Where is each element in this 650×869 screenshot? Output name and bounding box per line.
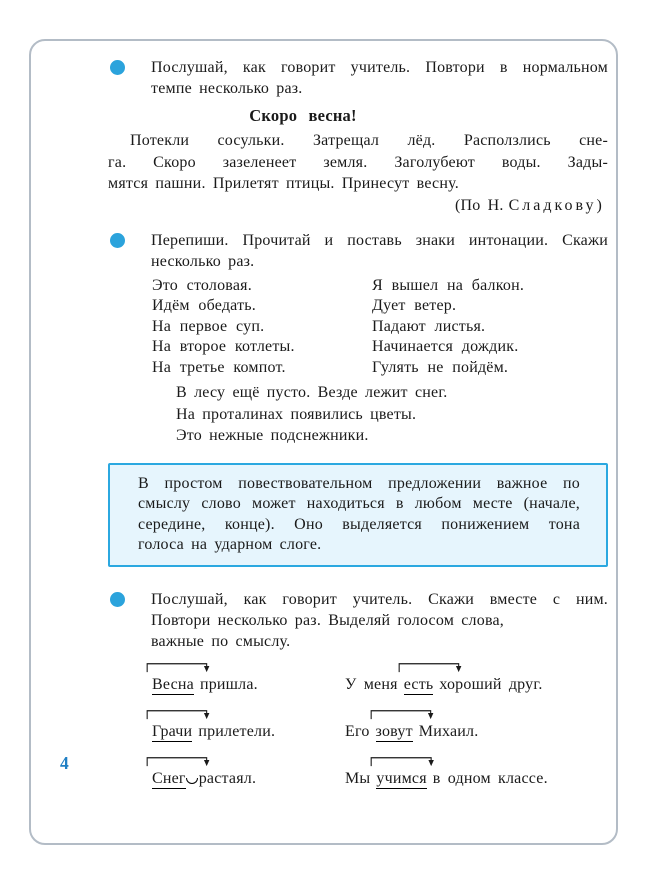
sentence-item: На второе котлеты. bbox=[152, 338, 295, 355]
sentence-item: Идём обедать. bbox=[152, 297, 256, 314]
exercise-bullet-icon bbox=[110, 592, 125, 607]
attribution-prefix: (По Н. bbox=[454, 196, 504, 214]
sentence-item: Это нежные подснежники. bbox=[176, 427, 369, 444]
tone-arrow-icon bbox=[398, 660, 468, 673]
sentence-item: Падают листья. bbox=[372, 317, 486, 335]
tone-arrow-icon bbox=[146, 754, 216, 767]
attribution-suffix: ) bbox=[596, 196, 602, 214]
story-line: мятся пашни. Прилетят птицы. Принесут весну. bbox=[108, 175, 459, 192]
exercise-3-instruction bbox=[151, 589, 608, 652]
marked-sentence-row bbox=[152, 658, 608, 695]
sentence-columns bbox=[152, 276, 608, 379]
sentence-item: Это столовая. bbox=[152, 276, 252, 294]
sentence-item: Гулять не пойдём. bbox=[372, 358, 509, 376]
sentence-item: На проталинах появились цветы. bbox=[176, 405, 417, 423]
stressed-word: Грачи bbox=[152, 721, 192, 742]
instruction-line: важные по смыслу. bbox=[151, 632, 291, 650]
marked-sentence-row bbox=[152, 705, 608, 742]
undertie-icon bbox=[186, 778, 198, 784]
page-number: 4 bbox=[60, 753, 69, 773]
sentence-column-left bbox=[152, 276, 372, 379]
exercise-3 bbox=[108, 589, 608, 652]
sentence-item: Дует ветер. bbox=[372, 297, 457, 314]
marked-sentence: Грачи прилетели. bbox=[152, 705, 345, 742]
exercise-1 bbox=[108, 57, 608, 99]
instruction-line: темпе несколько раз. bbox=[151, 80, 303, 97]
marked-sentences bbox=[152, 658, 608, 789]
sentence-item: В лесу ещё пусто. Везде лежит снег. bbox=[176, 384, 448, 401]
instruction-line: Повтори несколько раз. Выделяй голосом слова, bbox=[151, 611, 504, 629]
exercise-1-instruction bbox=[151, 57, 608, 99]
stressed-word: учимся bbox=[376, 768, 426, 789]
attribution-author: Сладкову bbox=[508, 196, 597, 214]
tone-arrow-icon bbox=[146, 660, 216, 673]
instruction-line: Перепиши. Прочитай и поставь знаки интонации. Скажи bbox=[151, 231, 608, 249]
sentence-item: На третье компот. bbox=[152, 358, 286, 376]
exercise-bullet-icon bbox=[110, 233, 125, 248]
stressed-word: Весна bbox=[152, 674, 194, 695]
story-attribution bbox=[108, 195, 608, 216]
extra-sentences bbox=[176, 382, 608, 447]
instruction-line: Послушай, как говорит учитель. Повтори в нормальном bbox=[151, 59, 608, 76]
rule-line: В простом повествовательном предложении важное по bbox=[138, 474, 580, 492]
rule-line: голоса на ударном слоге. bbox=[138, 536, 322, 553]
tone-arrow-icon bbox=[370, 707, 440, 720]
rule-box bbox=[108, 463, 608, 567]
marked-sentence: Весна пришла. bbox=[152, 658, 345, 695]
marked-sentence: Его зовут Михаил. bbox=[345, 705, 608, 742]
sentence-item: На первое суп. bbox=[152, 317, 265, 335]
marked-sentence: У меня есть хороший друг. bbox=[345, 658, 608, 695]
exercise-2-instruction bbox=[151, 230, 608, 272]
rule-line: середине, конце). Оно выделяется понижением тона bbox=[138, 515, 580, 533]
page-content bbox=[108, 57, 608, 789]
stressed-word: есть bbox=[404, 674, 434, 695]
exercise-bullet-icon bbox=[110, 60, 125, 75]
story-paragraph bbox=[108, 130, 608, 195]
marked-sentence: Снег растаял. bbox=[152, 752, 345, 789]
exercise-2 bbox=[108, 230, 608, 272]
marked-sentence-row bbox=[152, 752, 608, 789]
tone-arrow-icon bbox=[370, 754, 441, 767]
sentence-item: Начинается дождик. bbox=[372, 338, 519, 355]
instruction-line: несколько раз. bbox=[151, 252, 255, 270]
story-line: Потекли сосульки. Затрещал лёд. Расползлись сне- bbox=[130, 132, 608, 149]
instruction-line: Послушай, как говорит учитель. Скажи вместе с ним. bbox=[151, 590, 608, 608]
story-title: Скоро весна! bbox=[249, 106, 357, 125]
rule-line: смыслу слово может находиться в любом месте (начале, bbox=[138, 495, 580, 512]
sentence-item: Я вышел на балкон. bbox=[372, 276, 525, 294]
stressed-word: Снег bbox=[152, 768, 186, 789]
tone-arrow-icon bbox=[146, 707, 216, 720]
sentence-column-right bbox=[372, 276, 524, 379]
story-line: га. Скоро зазеленеет земля. Заголубеют воды. Зады- bbox=[108, 153, 608, 171]
marked-sentence: Мы учимся в одном классе. bbox=[345, 752, 608, 789]
stressed-word: зовут bbox=[376, 721, 413, 742]
